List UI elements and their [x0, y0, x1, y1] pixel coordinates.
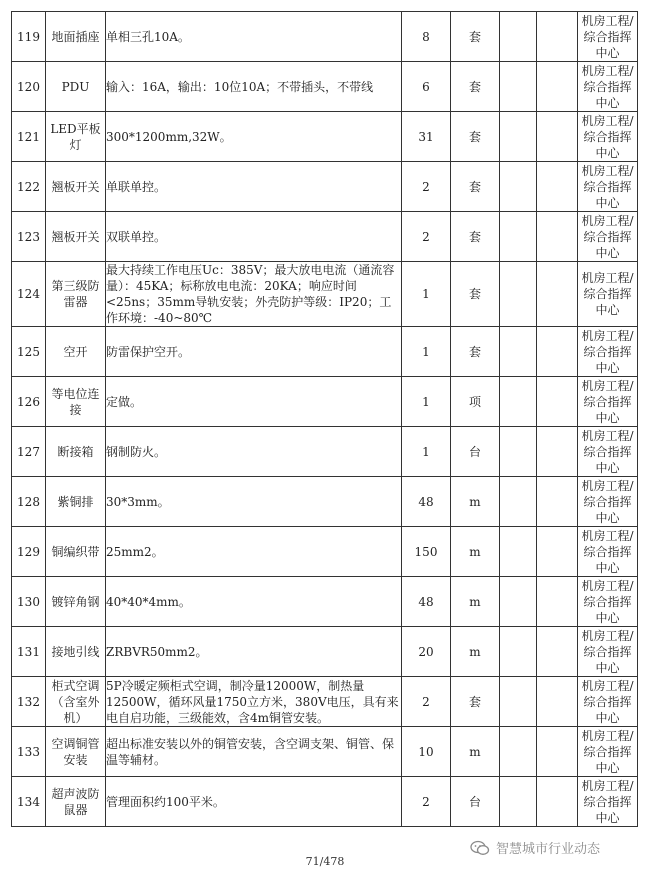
blank-cell	[500, 12, 537, 62]
item-quantity: 48	[402, 577, 451, 627]
item-quantity: 1	[402, 427, 451, 477]
item-quantity: 6	[402, 62, 451, 112]
item-name: 第三级防雷器	[46, 262, 106, 327]
item-name: 等电位连接	[46, 377, 106, 427]
item-spec: 定做。	[106, 377, 402, 427]
item-name: 断接箱	[46, 427, 106, 477]
blank-cell	[537, 727, 578, 777]
item-name: 紫铜排	[46, 477, 106, 527]
item-location: 机房工程/综合指挥中心	[578, 677, 638, 727]
item-spec: 40*40*4mm。	[106, 577, 402, 627]
blank-cell	[537, 327, 578, 377]
table-row	[12, 727, 638, 777]
item-unit: m	[451, 527, 500, 577]
item-location: 机房工程/综合指挥中心	[578, 112, 638, 162]
item-name: 镀锌角钢	[46, 577, 106, 627]
blank-cell	[500, 527, 537, 577]
table-row	[12, 162, 638, 212]
wechat-icon	[470, 840, 490, 856]
item-unit: 套	[451, 212, 500, 262]
item-location: 机房工程/综合指挥中心	[578, 212, 638, 262]
row-number: 121	[12, 112, 46, 162]
blank-cell	[537, 112, 578, 162]
item-location: 机房工程/综合指挥中心	[578, 527, 638, 577]
table-row	[12, 627, 638, 677]
table-row	[12, 577, 638, 627]
row-number: 134	[12, 777, 46, 827]
item-quantity: 2	[402, 677, 451, 727]
blank-cell	[500, 112, 537, 162]
item-unit: 台	[451, 777, 500, 827]
blank-cell	[500, 327, 537, 377]
item-location: 机房工程/综合指挥中心	[578, 777, 638, 827]
table-row	[12, 262, 638, 327]
item-location: 机房工程/综合指挥中心	[578, 62, 638, 112]
item-location: 机房工程/综合指挥中心	[578, 327, 638, 377]
item-spec: 30*3mm。	[106, 477, 402, 527]
item-unit: m	[451, 577, 500, 627]
item-quantity: 2	[402, 777, 451, 827]
item-name: PDU	[46, 62, 106, 112]
blank-cell	[500, 777, 537, 827]
row-number: 131	[12, 627, 46, 677]
item-quantity: 20	[402, 627, 451, 677]
blank-cell	[537, 627, 578, 677]
blank-cell	[537, 62, 578, 112]
table-body	[12, 12, 638, 827]
item-location: 机房工程/综合指挥中心	[578, 12, 638, 62]
table-row	[12, 527, 638, 577]
blank-cell	[500, 262, 537, 327]
item-spec: 单联单控。	[106, 162, 402, 212]
blank-cell	[537, 377, 578, 427]
item-quantity: 1	[402, 377, 451, 427]
table-row	[12, 777, 638, 827]
item-location: 机房工程/综合指挥中心	[578, 377, 638, 427]
item-spec: 300*1200mm,32W。	[106, 112, 402, 162]
item-name: 接地引线	[46, 627, 106, 677]
item-spec: 防雷保护空开。	[106, 327, 402, 377]
blank-cell	[537, 12, 578, 62]
blank-cell	[537, 427, 578, 477]
bill-of-quantities-table	[11, 11, 638, 827]
item-name: 翘板开关	[46, 162, 106, 212]
item-unit: m	[451, 627, 500, 677]
row-number: 122	[12, 162, 46, 212]
row-number: 126	[12, 377, 46, 427]
page-number: 71/478	[305, 855, 345, 868]
item-location: 机房工程/综合指挥中心	[578, 262, 638, 327]
row-number: 133	[12, 727, 46, 777]
table-row	[12, 327, 638, 377]
row-number: 127	[12, 427, 46, 477]
blank-cell	[500, 677, 537, 727]
row-number: 132	[12, 677, 46, 727]
item-unit: 台	[451, 427, 500, 477]
item-spec: 最大持续工作电压Uc：385V；最大放电电流（通流容量）：45KA；标称放电电流：20KA；响应时间<25ns；35mm导轨安装；外壳防护等级：IP20；工作环境：-40~80℃	[106, 262, 402, 327]
item-name: 地面插座	[46, 12, 106, 62]
item-quantity: 10	[402, 727, 451, 777]
item-quantity: 48	[402, 477, 451, 527]
item-name: LED平板灯	[46, 112, 106, 162]
item-unit: 套	[451, 112, 500, 162]
item-quantity: 1	[402, 327, 451, 377]
table-row	[12, 112, 638, 162]
blank-cell	[537, 212, 578, 262]
item-quantity: 150	[402, 527, 451, 577]
item-unit: 套	[451, 162, 500, 212]
row-number: 123	[12, 212, 46, 262]
item-unit: 套	[451, 327, 500, 377]
row-number: 125	[12, 327, 46, 377]
item-location: 机房工程/综合指挥中心	[578, 627, 638, 677]
table-row	[12, 12, 638, 62]
blank-cell	[537, 477, 578, 527]
item-spec: 输入：16A，输出：10位10A；不带插头，不带线	[106, 62, 402, 112]
row-number: 128	[12, 477, 46, 527]
table-row	[12, 377, 638, 427]
row-number: 129	[12, 527, 46, 577]
row-number: 119	[12, 12, 46, 62]
item-location: 机房工程/综合指挥中心	[578, 477, 638, 527]
table-row	[12, 677, 638, 727]
item-spec: 超出标准安装以外的铜管安装，含空调支架、铜管、保温等辅材。	[106, 727, 402, 777]
table-row	[12, 62, 638, 112]
item-location: 机房工程/综合指挥中心	[578, 727, 638, 777]
item-unit: 套	[451, 12, 500, 62]
item-unit: 套	[451, 62, 500, 112]
blank-cell	[537, 162, 578, 212]
item-name: 柜式空调（含室外机）	[46, 677, 106, 727]
blank-cell	[500, 212, 537, 262]
blank-cell	[537, 262, 578, 327]
item-spec: 25mm2。	[106, 527, 402, 577]
blank-cell	[500, 577, 537, 627]
blank-cell	[537, 677, 578, 727]
item-quantity: 2	[402, 212, 451, 262]
item-spec: 单相三孔10A。	[106, 12, 402, 62]
blank-cell	[500, 727, 537, 777]
item-spec: 双联单控。	[106, 212, 402, 262]
item-name: 空调铜管安装	[46, 727, 106, 777]
blank-cell	[500, 427, 537, 477]
item-quantity: 31	[402, 112, 451, 162]
row-number: 120	[12, 62, 46, 112]
item-unit: 套	[451, 677, 500, 727]
item-location: 机房工程/综合指挥中心	[578, 162, 638, 212]
table-row	[12, 212, 638, 262]
blank-cell	[500, 377, 537, 427]
blank-cell	[537, 527, 578, 577]
table-row	[12, 427, 638, 477]
blank-cell	[500, 477, 537, 527]
item-name: 超声波防鼠器	[46, 777, 106, 827]
item-quantity: 8	[402, 12, 451, 62]
item-spec: ZRBVR50mm2。	[106, 627, 402, 677]
item-unit: m	[451, 727, 500, 777]
item-unit: 套	[451, 262, 500, 327]
item-name: 翘板开关	[46, 212, 106, 262]
item-quantity: 2	[402, 162, 451, 212]
blank-cell	[500, 62, 537, 112]
item-name: 铜编织带	[46, 527, 106, 577]
item-location: 机房工程/综合指挥中心	[578, 427, 638, 477]
blank-cell	[500, 162, 537, 212]
item-location: 机房工程/综合指挥中心	[578, 577, 638, 627]
table-row	[12, 477, 638, 527]
blank-cell	[537, 777, 578, 827]
item-spec: 管理面积约100平米。	[106, 777, 402, 827]
item-unit: m	[451, 477, 500, 527]
item-name: 空开	[46, 327, 106, 377]
item-quantity: 1	[402, 262, 451, 327]
item-spec: 5P冷暖定频柜式空调，制冷量12000W，制热量12500W，循环风量1750立方米，380V电压，具有来电自启功能，三级能效，含4m铜管安装。	[106, 677, 402, 727]
item-spec: 钢制防火。	[106, 427, 402, 477]
row-number: 130	[12, 577, 46, 627]
blank-cell	[500, 627, 537, 677]
blank-cell	[537, 577, 578, 627]
row-number: 124	[12, 262, 46, 327]
item-unit: 项	[451, 377, 500, 427]
watermark-text: 智慧城市行业动态	[496, 842, 601, 857]
